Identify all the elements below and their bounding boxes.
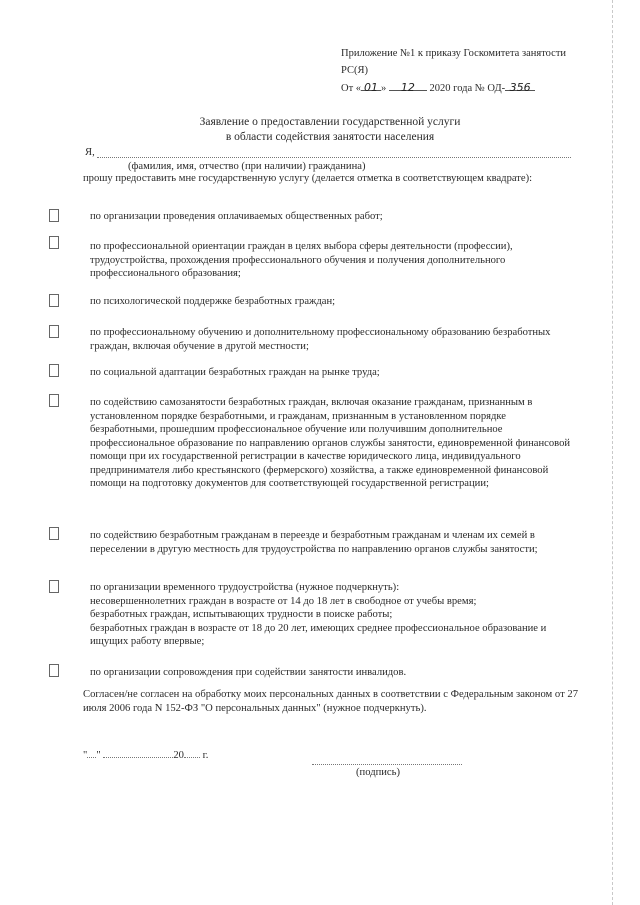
- order-number: 356: [505, 79, 535, 91]
- service-option-social-adaptation: по социальной адаптации безработных граждан на рынке труда;: [90, 367, 380, 378]
- service-checkbox-vocational-training[interactable]: [49, 325, 59, 338]
- year-blank[interactable]: [184, 757, 200, 758]
- service-checkbox-public-works[interactable]: [49, 209, 59, 222]
- order-month: 12: [389, 79, 427, 91]
- appendix-order-line: [341, 79, 535, 97]
- form-title-line1: Заявление о предоставлении государственной услуги: [199, 116, 461, 128]
- service-checkbox-psychological-support[interactable]: [49, 294, 59, 307]
- appendix-reference-line1: Приложение №1 к приказу Госкомитета занятости: [341, 48, 567, 59]
- applicant-name-field[interactable]: [97, 157, 571, 158]
- service-checkbox-self-employment[interactable]: [49, 394, 59, 407]
- temporary-employment-minors[interactable]: несовершеннолетних граждан в возрасте от 14 до 18 лет в свободное от учебы время;: [90, 595, 477, 607]
- order-date-prefix: От «: [341, 83, 362, 94]
- service-checkbox-disability-support[interactable]: [49, 664, 59, 677]
- order-date-separator: »: [381, 83, 387, 94]
- service-option-self-employment: по содействию самозанятости безработных граждан, включая оказание гражданам, признанным в установленном порядке безработными, и гражданам, признанным в установленном порядке безработными, прошедшим профессиональное обучение или получившим дополнительное профессиональное образование по направлению органов службы занятости, единовременной финансовой помощи при их государственной регистрации в качестве юридического лица, индивидуального предпринимателя либо крестьянского (фермерского) хозяйства, а также единовременной финансовой помощи на подготовку документов для соответствующей государственной регистрации;: [90, 397, 571, 489]
- applicant-prefix: Я,: [85, 147, 95, 158]
- service-option-disability-support: по организации сопровождения при содействии занятости инвалидов.: [90, 667, 407, 678]
- date-open-quote: ": [83, 750, 88, 761]
- order-year-text: 2020 года № ОД-: [429, 83, 506, 94]
- form-title-line2: в области содействия занятости населения: [225, 131, 435, 143]
- temporary-employment-difficulty[interactable]: безработных граждан, испытывающих трудности в поиске работы;: [90, 609, 393, 620]
- consent-text: Согласен/не согласен на обработку моих персональных данных в соответствии с Федеральным законом от 27 июля 2006 года N 152-ФЗ "О персональных данных" (нужное подчеркнуть).: [83, 689, 578, 714]
- day-blank[interactable]: [87, 757, 96, 758]
- year-suffix: г.: [202, 750, 209, 761]
- date-field[interactable]: [83, 749, 208, 763]
- year-prefix: 20: [173, 750, 184, 761]
- signature-field[interactable]: [312, 764, 462, 765]
- service-checkbox-career-guidance[interactable]: [49, 236, 59, 249]
- service-option-temporary-employment: [90, 581, 575, 649]
- order-day: 01: [361, 79, 381, 91]
- appendix-reference-line2: РС(Я): [341, 65, 368, 76]
- signature-caption: (подпись): [356, 767, 400, 778]
- temporary-employment-heading: по организации временного трудоустройства (нужное подчеркнуть):: [90, 582, 400, 593]
- service-checkbox-social-adaptation[interactable]: [49, 364, 59, 377]
- request-text: прошу предоставить мне государственную услугу (делается отметка в соответствующем квадрате):: [83, 173, 533, 184]
- service-option-relocation: по содействию безработным гражданам в переезде и безработным гражданам и членам их семей в переселении в другую местность для трудоустройства по направлению органов службы занятости;: [90, 530, 538, 555]
- page-margin-line: [612, 0, 613, 905]
- service-option-psychological-support: по психологической поддержке безработных граждан;: [90, 296, 336, 307]
- service-option-career-guidance: по профессиональной ориентации граждан в целях выбора сферы деятельности (профессии), трудоустройства, прохождения профессионального обучения и получения дополнительного профессионального образования;: [90, 241, 513, 279]
- service-option-vocational-training: по профессиональному обучению и дополнительному профессиональному образованию безработных граждан, включая обучение в другой местности;: [90, 327, 551, 352]
- month-blank[interactable]: [103, 757, 173, 758]
- date-close-quote: ": [96, 750, 101, 761]
- service-checkbox-relocation[interactable]: [49, 527, 59, 540]
- service-checkbox-temporary-employment[interactable]: [49, 580, 59, 593]
- service-option-public-works: по организации проведения оплачиваемых общественных работ;: [90, 211, 383, 222]
- temporary-employment-graduates[interactable]: безработных граждан в возрасте от 18 до 20 лет, имеющих среднее профессиональное образование и ищущих работу впервые;: [90, 622, 547, 647]
- applicant-name-caption: (фамилия, имя, отчество (при наличии) гражданина): [128, 161, 366, 172]
